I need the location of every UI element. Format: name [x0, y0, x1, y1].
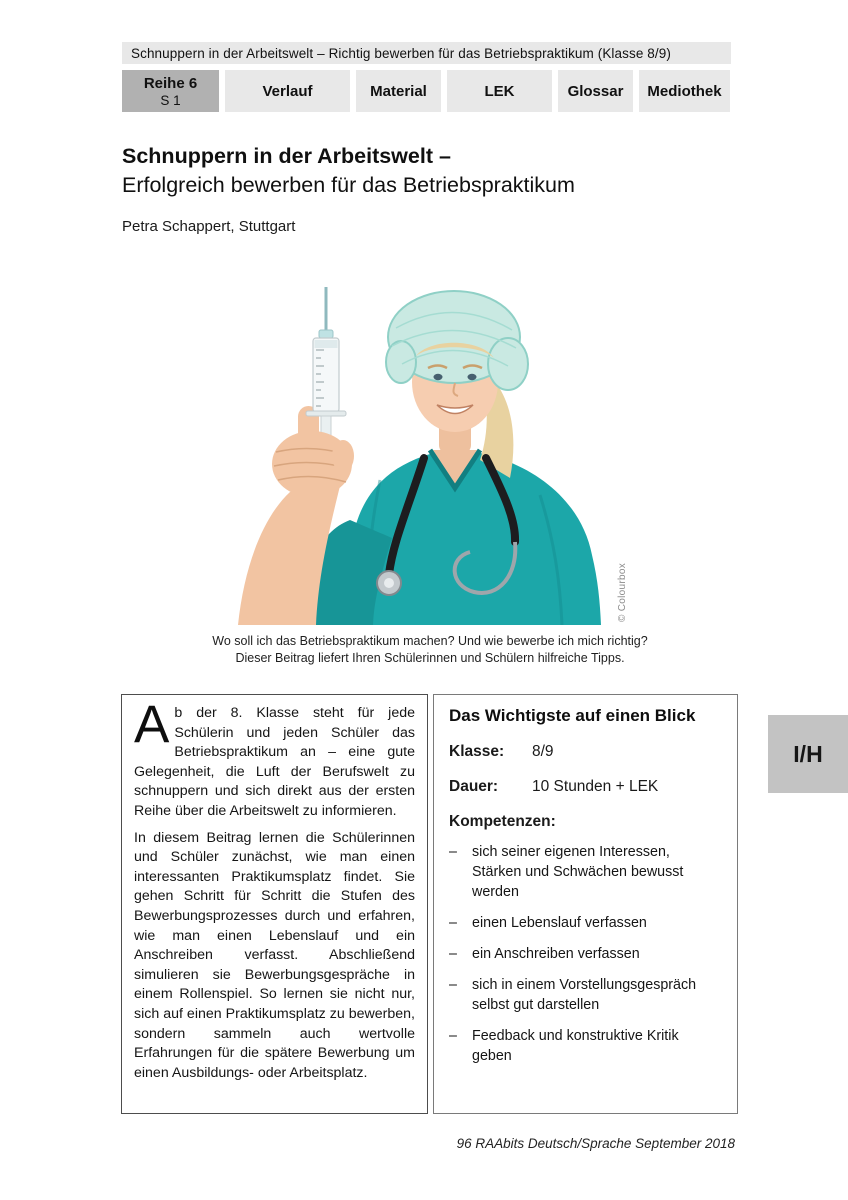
overview-box	[433, 694, 738, 1114]
bullet-dash: –	[449, 946, 457, 962]
intro-paragraph-1-text: b der 8. Klasse steht für jede Schülerin und jeden Schüler das Betriebspraktikum an – eine gute Gelegenheit, die Luft der Berufswelt zu schnuppern und sich direkt aus der ersten Reihe über die Arbeitswelt zu informieren.	[134, 705, 415, 819]
tab-material[interactable]	[356, 70, 441, 112]
tab-verlauf-label: Verlauf	[262, 82, 313, 100]
intro-text-box	[121, 694, 428, 1114]
competence-item	[449, 944, 722, 964]
header-bar	[122, 42, 731, 64]
bullet-dash: –	[449, 915, 457, 931]
bullet-dash: –	[449, 977, 457, 993]
photo-caption	[122, 633, 738, 667]
photo-caption-line2: Dieser Beitrag liefert Ihren Schülerinnen und Schülern hilfreiche Tipps.	[235, 651, 625, 665]
tab-reihe-6-sublabel: S 1	[160, 92, 181, 108]
bullet-dash: –	[449, 844, 457, 860]
dauer-value: 10 Stunden + LEK	[532, 778, 659, 795]
page-title-line2: Erfolgreich bewerben für das Betriebspraktikum	[122, 173, 575, 197]
competence-item	[449, 842, 722, 902]
competence-item	[449, 975, 722, 1015]
intro-paragraph-1	[134, 695, 415, 822]
overview-row-klasse	[449, 743, 722, 761]
tab-lek-label: LEK	[484, 82, 515, 100]
overview-row-dauer	[449, 778, 722, 796]
tab-bar	[122, 70, 731, 112]
competence-item-text: ein Anschreiben verfassen	[472, 946, 640, 962]
competence-item-text: sich seiner eigenen Interessen, Stärken und Schwächen bewusst werden	[472, 844, 684, 900]
dauer-label: Dauer:	[449, 778, 499, 795]
overview-box-title: Das Wichtigste auf einen Blick	[449, 706, 696, 725]
intro-paragraph-2: In diesem Beitrag lernen die Schülerinnen und Schüler zunächst, wie man einen interessanten Praktikumsplatz findet. Sie gehen Schritt für Schritt die Stufen des Bewerbungsprozesses durch und erfahren, wie man einen Lebenslauf und ein Anschreiben verfasst. Abschließend simulieren sie Bewerbungsgespräche in einem Rollenspiel. So lernen sie nicht nur, sich auf einen Praktikumsplatz zu bewerben, sondern sammeln auch wertvolle Erfahrungen für die spätere Bewerbung um einen Ausbildungs- oder Arbeitsplatz.	[134, 829, 415, 1081]
tab-lek[interactable]	[447, 70, 552, 112]
tab-mediothek[interactable]	[639, 70, 730, 112]
nurse-photo	[210, 280, 640, 625]
dropcap-letter: A	[134, 695, 170, 754]
header-bar-text: Schnuppern in der Arbeitswelt – Richtig bewerben für das Betriebspraktikum (Klasse 8/9)	[131, 45, 671, 61]
footer-imprint: 96 RAAbits Deutsch/Sprache September 2018	[456, 1136, 735, 1151]
tab-reihe-6[interactable]	[122, 70, 219, 112]
bullet-dash: –	[449, 1028, 457, 1044]
section-badge: I/H	[768, 715, 848, 793]
photo-credit: © Colourbox	[617, 562, 628, 622]
tab-reihe-6-label: Reihe 6	[143, 74, 198, 92]
photo-caption-line1: Wo soll ich das Betriebspraktikum machen? Und wie bewerbe ich mich richtig?	[212, 634, 648, 648]
tab-glossar-label: Glossar	[567, 82, 624, 100]
tab-mediothek-label: Mediothek	[647, 82, 722, 100]
tab-verlauf[interactable]	[225, 70, 350, 112]
kompetenzen-label: Kompetenzen:	[449, 813, 556, 830]
tab-material-label: Material	[370, 82, 427, 100]
page-title-line1: Schnuppern in der Arbeitswelt –	[122, 144, 451, 168]
klasse-label: Klasse:	[449, 743, 505, 760]
competence-item-text: einen Lebenslauf verfassen	[472, 915, 647, 931]
nurse-photo-illustration	[210, 280, 640, 625]
competence-item	[449, 1026, 722, 1066]
klasse-value: 8/9	[532, 743, 554, 760]
competence-item-text: sich in einem Vorstellungsgespräch selbst gut darstellen	[472, 977, 697, 1013]
competence-item	[449, 913, 722, 933]
tab-glossar[interactable]	[558, 70, 633, 112]
competence-item-text: Feedback und konstruktive Kritik geben	[472, 1028, 679, 1064]
page-title	[122, 142, 575, 200]
author-line: Petra Schappert, Stuttgart	[122, 218, 296, 235]
